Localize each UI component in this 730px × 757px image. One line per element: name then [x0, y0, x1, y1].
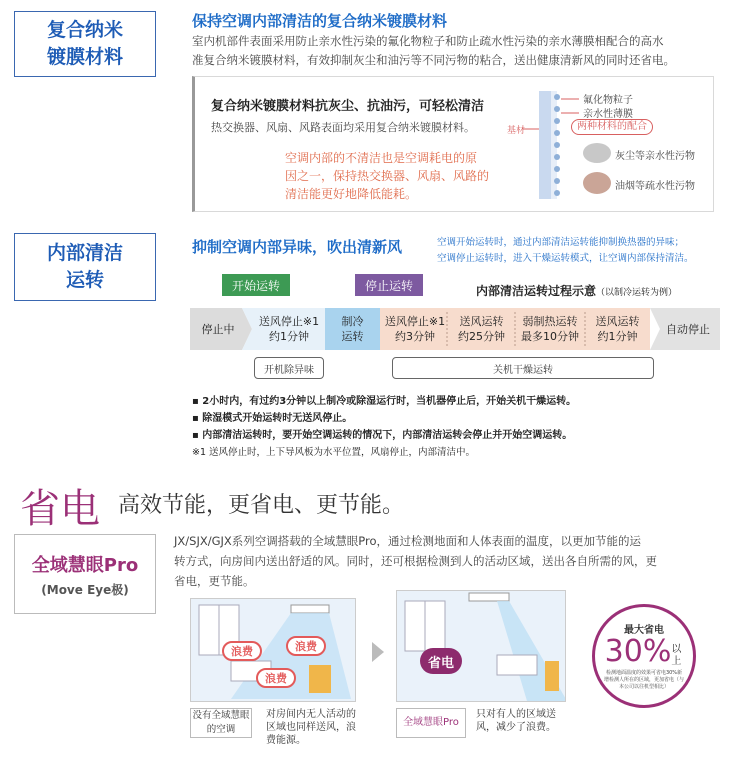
- moveeye-desc: 只对有人的区域送风，减少了浪费。: [476, 709, 556, 733]
- move-eye-subtitle: (Move Eye极): [41, 582, 129, 597]
- step-duration: 约1分钟: [597, 330, 638, 343]
- waste-badge: 浪费: [286, 636, 326, 656]
- bullet-item: ▪ 除湿模式开始运转时无送风停止。: [192, 413, 353, 424]
- panel-subtitle: 热交换器、风扇、风路表面均采用复合纳米镀膜材料。: [211, 121, 475, 134]
- coating-panel: [192, 76, 714, 212]
- energy-saving-subtitle: 高效节能，更省电、更节能。: [118, 493, 405, 518]
- label-line: 镀膜材料: [46, 46, 123, 68]
- step-duration: 约3分钟: [395, 330, 435, 343]
- bullet-text: 内部清洁运转时，要开始空调运转的情况下，内部清洁运转会停止并开始空调运转。: [202, 430, 573, 441]
- diagram-combined-label: 两种材料的配合: [571, 119, 653, 135]
- diagram-base-label: 基材: [507, 126, 526, 136]
- energy-saving-title: 省电: [20, 486, 100, 532]
- process-title: [476, 282, 677, 299]
- label-line: 内部清洁: [46, 242, 123, 264]
- badge-note: 检测地面温度的效果可省电30%新增检测人所在的区域，更加省电（与本公司以往机型相比）: [604, 670, 685, 690]
- waste-badge: 浪费: [256, 668, 296, 688]
- step-stopped: [190, 308, 246, 350]
- waste-badge: 浪费: [222, 641, 262, 661]
- move-eye-title: 全域慧眼Pro: [31, 554, 139, 576]
- process-title-text: 内部清洁运转过程示意: [476, 284, 597, 298]
- footnote: ※1 送风停止时，上下导风板为水平位置，风扇停止，内部清洁中。: [192, 447, 476, 458]
- warning-line: 清洁能更好地降低能耗。: [285, 187, 418, 201]
- diagram-fluoride-label: 氟化物粒子: [583, 95, 633, 106]
- bracket-label: 开机除异味: [264, 364, 314, 376]
- diagram-dust-label: 灰尘等亲水性污物: [615, 151, 695, 162]
- diagram-oil-label: 油烟等疏水性污物: [615, 181, 695, 192]
- no-moveeye-desc: 对房间内无人活动的区域也同样送风，浪费能源。: [266, 709, 356, 746]
- step-fan-stop-3: [382, 308, 448, 350]
- panel-warning: [285, 149, 515, 203]
- max-saving-badge: [592, 604, 696, 708]
- bullet-text: 除湿模式开始运转时无送风停止。: [202, 413, 353, 424]
- step-weak-heat: [515, 308, 585, 350]
- arrow-right-icon: [368, 640, 388, 664]
- step-duration: 约1分钟: [269, 330, 309, 343]
- step-label: 送风停止※1: [384, 315, 446, 328]
- coating-desc-2: 准复合纳米镀膜材料，有效抑制灰尘和油污等不同污物的粘合，送出健康清新风的同时还省电。: [192, 53, 675, 67]
- bracket-label: 关机干燥运转: [493, 364, 553, 376]
- bracket-deodorize: [254, 357, 324, 379]
- section-label-coating: [14, 11, 156, 77]
- badge-title: 最大省电: [624, 625, 664, 636]
- cleaning-bullets: [192, 393, 576, 461]
- start-operation-button: 开始运转: [222, 274, 290, 296]
- step-duration: 最多10分钟: [521, 330, 579, 343]
- diagram-film-label: 亲水性薄膜: [583, 109, 633, 120]
- step-cooling: [325, 308, 380, 350]
- label-line: 运转: [65, 269, 104, 291]
- badge-value-row: [605, 636, 684, 668]
- step-label: 制冷: [341, 315, 364, 328]
- coating-title: 保持空调内部清洁的复合纳米镀膜材料: [192, 12, 448, 30]
- bracket-dry: [392, 357, 654, 379]
- step-duration: 运转: [341, 330, 364, 343]
- stop-operation-button: 停止运转: [355, 274, 423, 296]
- step-label: 送风停止※1: [258, 315, 320, 328]
- step-label: 弱制热运转: [522, 315, 578, 328]
- move-eye-desc-1: JX/SJX/GJX系列空调搭载的全域慧眼Pro，通过检测地面和人体表面的温度，以更加节能的运: [174, 534, 642, 548]
- room-with-moveeye: [396, 590, 566, 702]
- bullet-item: ▪ 内部清洁运转时，要开始空调运转的情况下，内部清洁运转会停止并开始空调运转。: [192, 430, 573, 441]
- cleaning-note-1: 空调开始运转时，通过内部清洁运转能抑制换热器的异味；: [437, 237, 685, 248]
- moveeye-tag: 全域慧眼Pro: [396, 708, 466, 738]
- save-badge: 省电: [420, 648, 462, 674]
- badge-suffix: 以上: [671, 644, 682, 667]
- step-label: 自动停止: [666, 322, 710, 336]
- move-eye-label-box: [14, 534, 156, 614]
- process-note: （以制冷运转为例）: [596, 288, 678, 298]
- step-duration: 约25分钟: [458, 330, 505, 343]
- step-fan-1: [585, 308, 650, 350]
- cleaning-note-2: 空调停止运转时，进入干燥运转模式，让空调内部保持清洁。: [437, 253, 694, 264]
- step-auto-stop: [656, 308, 720, 350]
- step-fan-stop-1: [254, 308, 324, 350]
- room-illustration: [397, 591, 566, 702]
- cleaning-title: 抑制空调内部异味，吹出清新风: [192, 238, 403, 256]
- warning-line: 因之一，保持热交换器、风扇、风路的: [285, 169, 490, 183]
- coating-desc-1: 室内机部件表面采用防止亲水性污染的氟化物粒子和防止疏水性污染的亲水薄膜相配合的高水: [192, 34, 664, 48]
- badge-value: 30%: [604, 634, 672, 669]
- label-line: 复合纳米: [46, 19, 123, 41]
- panel-title: 复合纳米镀膜材料抗灰尘、抗油污，可轻松清洁: [211, 99, 485, 114]
- step-label: 送风运转: [459, 315, 504, 328]
- no-moveeye-tag: 没有全域慧眼的空调: [190, 708, 252, 738]
- step-fan-25: [448, 308, 515, 350]
- step-label: 停止中: [201, 322, 235, 336]
- warning-line: 空调内部的不清洁也是空调耗电的原: [285, 151, 478, 165]
- section-label-cleaning: [14, 233, 156, 301]
- step-label: 送风运转: [595, 315, 640, 328]
- move-eye-desc-3: 省电，更节能。: [174, 574, 255, 588]
- bullet-text: 2小时内，有过约3分钟以上制冷或除湿运行时，当机器停止后，开始关机干燥运转。: [202, 396, 577, 407]
- bullet-item: ▪ 2小时内，有过约3分钟以上制冷或除湿运行时，当机器停止后，开始关机干燥运转。: [192, 396, 577, 407]
- move-eye-desc-2: 转方式，向房间内送出舒适的风。同时，还可根据检测到人的活动区域，送出各自所需的风，更: [174, 554, 657, 568]
